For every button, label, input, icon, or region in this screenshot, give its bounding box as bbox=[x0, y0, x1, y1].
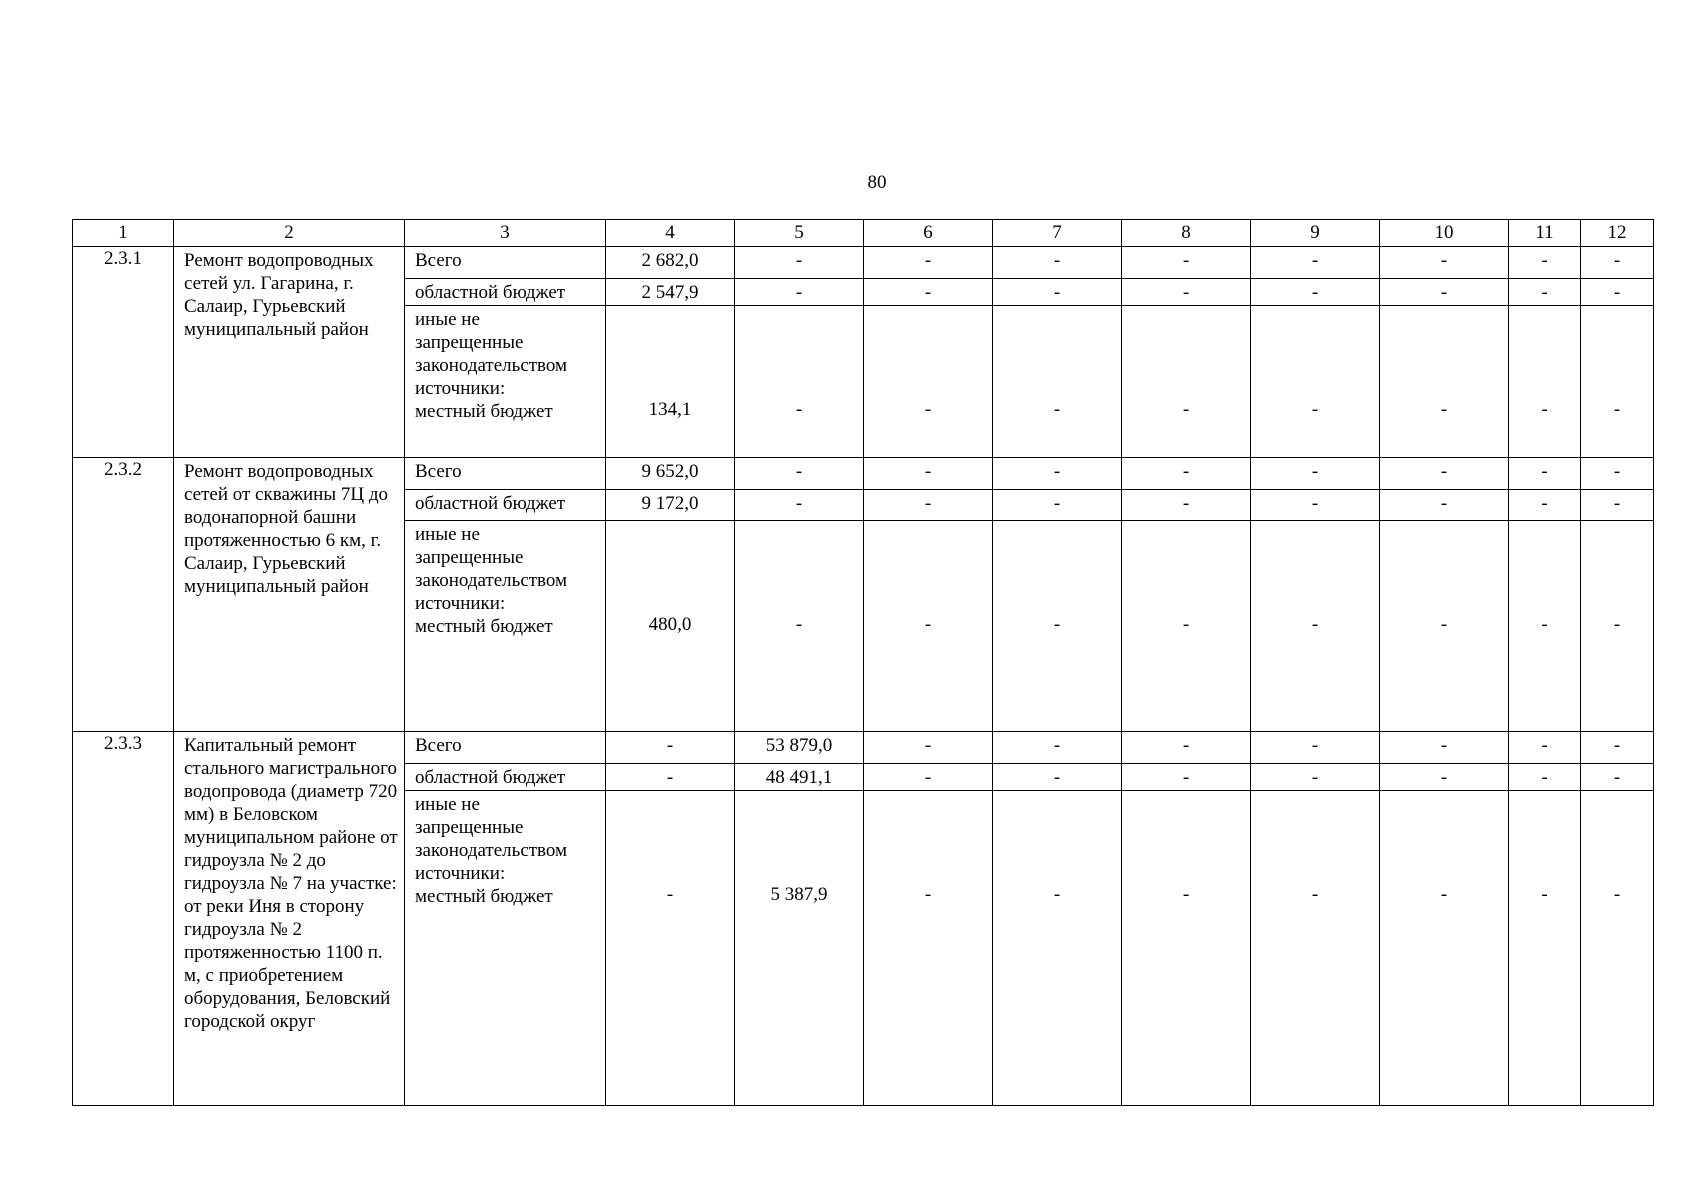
value-text: - bbox=[1541, 614, 1548, 635]
value-cell: - bbox=[1251, 247, 1380, 279]
value-cell bbox=[606, 791, 735, 1106]
value-cell: - bbox=[1251, 732, 1380, 764]
value-cell: - bbox=[864, 490, 993, 521]
value-cell: - bbox=[735, 279, 864, 306]
value-text: - bbox=[924, 399, 932, 420]
value-cell: - bbox=[1581, 247, 1654, 279]
page-number: 80 bbox=[867, 172, 887, 193]
item-code: 2.3.2 bbox=[73, 458, 174, 732]
value-cell: - bbox=[1122, 279, 1251, 306]
value-text: - bbox=[795, 399, 803, 420]
value-cell bbox=[993, 791, 1122, 1106]
value-text: - bbox=[1182, 614, 1190, 635]
funding-source-text: иные не запрещенные законодательством источники: местный бюджет bbox=[415, 524, 568, 637]
funding-source: Всего bbox=[405, 732, 606, 764]
value-cell: 9 652,0 bbox=[606, 458, 735, 490]
column-number: 12 bbox=[1581, 220, 1654, 247]
funding-source-text: иные не запрещенные законодательством источники: местный бюджет bbox=[415, 309, 568, 422]
value-cell: - bbox=[1380, 490, 1509, 521]
cell-spacer bbox=[1126, 791, 1246, 883]
value-cell: - bbox=[1122, 458, 1251, 490]
value-cell bbox=[993, 521, 1122, 732]
value-cell: 2 547,9 bbox=[606, 279, 735, 306]
value-cell: - bbox=[1122, 490, 1251, 521]
cell-spacer bbox=[610, 306, 730, 398]
cell-spacer bbox=[1585, 791, 1649, 883]
value-cell bbox=[1581, 521, 1654, 732]
value-cell: - bbox=[735, 247, 864, 279]
value-cell: - bbox=[1509, 279, 1581, 306]
funding-source bbox=[405, 306, 606, 458]
value-cell: - bbox=[993, 490, 1122, 521]
value-cell: - bbox=[864, 458, 993, 490]
value-text: - bbox=[1182, 884, 1190, 905]
cell-spacer bbox=[997, 791, 1117, 883]
value-text: - bbox=[1311, 884, 1319, 905]
value-text: - bbox=[1440, 614, 1448, 635]
value-text: - bbox=[1541, 884, 1548, 905]
funding-source bbox=[405, 521, 606, 732]
column-number: 9 bbox=[1251, 220, 1380, 247]
value-cell: - bbox=[993, 458, 1122, 490]
value-cell bbox=[1581, 791, 1654, 1106]
value-cell bbox=[1122, 521, 1251, 732]
item-code: 2.3.3 bbox=[73, 732, 174, 1106]
cell-spacer bbox=[610, 791, 730, 883]
value-cell: - bbox=[1581, 279, 1654, 306]
value-cell: - bbox=[1509, 247, 1581, 279]
cell-spacer bbox=[1126, 521, 1246, 613]
table-row bbox=[73, 732, 1654, 764]
cell-spacer bbox=[1585, 306, 1649, 398]
value-cell: - bbox=[1122, 247, 1251, 279]
cell-spacer bbox=[739, 791, 859, 883]
funding-source: Всего bbox=[405, 458, 606, 490]
cell-spacer bbox=[997, 521, 1117, 613]
cell-spacer bbox=[1513, 521, 1576, 613]
funding-source: областной бюджет bbox=[405, 279, 606, 306]
value-cell: - bbox=[1251, 764, 1380, 791]
value-cell bbox=[1251, 306, 1380, 458]
value-cell: - bbox=[864, 764, 993, 791]
value-cell bbox=[1380, 306, 1509, 458]
funding-source: областной бюджет bbox=[405, 490, 606, 521]
value-text: - bbox=[1182, 399, 1190, 420]
value-text: - bbox=[1440, 399, 1448, 420]
value-text: - bbox=[795, 614, 803, 635]
value-cell: - bbox=[1380, 247, 1509, 279]
funding-source: областной бюджет bbox=[405, 764, 606, 791]
value-cell bbox=[864, 306, 993, 458]
cell-spacer bbox=[1384, 521, 1504, 613]
table-body bbox=[73, 220, 1654, 1106]
value-cell: - bbox=[606, 764, 735, 791]
column-number: 7 bbox=[993, 220, 1122, 247]
value-text: - bbox=[1613, 614, 1621, 635]
cell-spacer bbox=[868, 306, 988, 398]
value-cell bbox=[735, 791, 864, 1106]
value-cell: - bbox=[1509, 764, 1581, 791]
column-number: 4 bbox=[606, 220, 735, 247]
value-cell: 53 879,0 bbox=[735, 732, 864, 764]
value-text: - bbox=[666, 884, 674, 905]
cell-spacer bbox=[1255, 521, 1375, 613]
value-cell: - bbox=[1380, 732, 1509, 764]
value-cell: - bbox=[1251, 279, 1380, 306]
value-text: 480,0 bbox=[648, 614, 692, 635]
value-cell: - bbox=[1581, 458, 1654, 490]
value-cell bbox=[864, 521, 993, 732]
value-cell bbox=[1509, 521, 1581, 732]
cell-spacer bbox=[1513, 791, 1576, 883]
cell-spacer bbox=[1384, 306, 1504, 398]
value-text: - bbox=[1053, 614, 1061, 635]
value-cell: 48 491,1 bbox=[735, 764, 864, 791]
value-cell: - bbox=[1380, 764, 1509, 791]
value-text: - bbox=[924, 884, 932, 905]
funding-source: Всего bbox=[405, 247, 606, 279]
value-cell: - bbox=[864, 279, 993, 306]
value-cell: - bbox=[993, 279, 1122, 306]
column-number: 2 bbox=[174, 220, 405, 247]
value-text: - bbox=[1053, 884, 1061, 905]
value-cell: - bbox=[1122, 764, 1251, 791]
cell-spacer bbox=[1126, 306, 1246, 398]
item-name: Капитальный ремонт стального магистрального водопровода (диаметр 720 мм) в Беловском муниципальном районе от гидроузла № 2 до гидроузла № 7 на участке: от реки Иня в сторону гидроузла № 2 протяженностью 1100 п. м, с приобретением оборудования, Беловский городской округ bbox=[174, 732, 405, 1106]
column-number-row bbox=[73, 220, 1654, 247]
value-text: 134,1 bbox=[648, 399, 692, 420]
value-cell bbox=[1509, 791, 1581, 1106]
column-number: 6 bbox=[864, 220, 993, 247]
table-row bbox=[73, 458, 1654, 490]
value-cell bbox=[606, 521, 735, 732]
cell-spacer bbox=[997, 306, 1117, 398]
value-cell: - bbox=[993, 764, 1122, 791]
value-cell: - bbox=[735, 490, 864, 521]
value-cell bbox=[1581, 306, 1654, 458]
value-cell: - bbox=[864, 247, 993, 279]
funding-source-text: иные не запрещенные законодательством источники: местный бюджет bbox=[415, 794, 568, 907]
value-text: - bbox=[1311, 614, 1319, 635]
value-cell: - bbox=[1122, 732, 1251, 764]
column-number: 10 bbox=[1380, 220, 1509, 247]
item-name: Ремонт водопроводных сетей ул. Гагарина, г. Салаир, Гурьевский муниципальный район bbox=[174, 247, 405, 458]
cell-spacer bbox=[1513, 306, 1576, 398]
cell-spacer bbox=[610, 521, 730, 613]
column-number: 5 bbox=[735, 220, 864, 247]
column-number: 11 bbox=[1509, 220, 1581, 247]
value-text: - bbox=[1311, 399, 1319, 420]
value-text: - bbox=[1613, 884, 1621, 905]
value-cell: - bbox=[1509, 490, 1581, 521]
column-number: 8 bbox=[1122, 220, 1251, 247]
funding-source bbox=[405, 791, 606, 1106]
cell-spacer bbox=[739, 521, 859, 613]
value-cell bbox=[1509, 306, 1581, 458]
value-cell bbox=[1380, 791, 1509, 1106]
value-cell bbox=[993, 306, 1122, 458]
value-cell: - bbox=[1509, 732, 1581, 764]
value-cell: - bbox=[993, 732, 1122, 764]
value-cell: - bbox=[1581, 732, 1654, 764]
column-number: 1 bbox=[73, 220, 174, 247]
value-text: - bbox=[924, 614, 932, 635]
value-cell bbox=[1122, 791, 1251, 1106]
value-cell: - bbox=[1581, 490, 1654, 521]
cell-spacer bbox=[1585, 521, 1649, 613]
item-code: 2.3.1 bbox=[73, 247, 174, 458]
value-cell: - bbox=[864, 732, 993, 764]
value-cell bbox=[1380, 521, 1509, 732]
cell-spacer bbox=[739, 306, 859, 398]
value-cell bbox=[1251, 521, 1380, 732]
value-cell bbox=[606, 306, 735, 458]
value-text: - bbox=[1440, 884, 1448, 905]
value-cell: - bbox=[1380, 279, 1509, 306]
value-cell: 2 682,0 bbox=[606, 247, 735, 279]
column-number: 3 bbox=[405, 220, 606, 247]
value-cell bbox=[1251, 791, 1380, 1106]
value-text: 5 387,9 bbox=[770, 884, 828, 905]
value-cell: - bbox=[1380, 458, 1509, 490]
value-cell: - bbox=[1509, 458, 1581, 490]
value-text: - bbox=[1613, 399, 1621, 420]
value-cell: - bbox=[1251, 458, 1380, 490]
value-cell: - bbox=[1581, 764, 1654, 791]
item-name: Ремонт водопроводных сетей от скважины 7Ц до водонапорной башни протяженностью 6 км, г. Салаир, Гурьевский муниципальный район bbox=[174, 458, 405, 732]
value-cell: - bbox=[993, 247, 1122, 279]
value-cell: 9 172,0 bbox=[606, 490, 735, 521]
table-row bbox=[73, 247, 1654, 279]
value-cell: - bbox=[606, 732, 735, 764]
value-text: - bbox=[1053, 399, 1061, 420]
cell-spacer bbox=[1255, 306, 1375, 398]
value-cell bbox=[735, 521, 864, 732]
value-cell bbox=[735, 306, 864, 458]
cell-spacer bbox=[868, 521, 988, 613]
cell-spacer bbox=[1384, 791, 1504, 883]
cell-spacer bbox=[1255, 791, 1375, 883]
value-text: - bbox=[1541, 399, 1548, 420]
budget-table bbox=[72, 219, 1654, 1106]
value-cell bbox=[1122, 306, 1251, 458]
cell-spacer bbox=[868, 791, 988, 883]
value-cell: - bbox=[1251, 490, 1380, 521]
value-cell: - bbox=[735, 458, 864, 490]
value-cell bbox=[864, 791, 993, 1106]
